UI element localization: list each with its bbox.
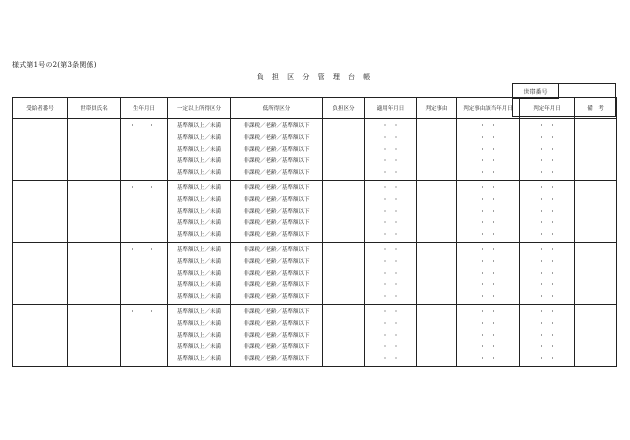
income-option-text: 基準額以上／未満	[176, 344, 221, 351]
decision-date-cell[interactable]	[520, 243, 575, 305]
birth-date-blank: ・ ・	[129, 309, 159, 315]
applied-date-blank: ・ ・	[382, 356, 399, 363]
member-name-cell[interactable]	[68, 305, 121, 367]
col-member-name: 世帯員氏名	[68, 98, 121, 119]
birth-date-cell[interactable]	[121, 305, 168, 367]
low-income-option-text: 非課税／老齢／基準額以下	[243, 320, 310, 327]
table-row	[13, 181, 617, 243]
decision-reason-cell[interactable]	[417, 305, 457, 367]
decision-date-blank: ・ ・	[538, 294, 556, 301]
reason-date-blank: ・ ・	[479, 247, 497, 253]
birth-date-cell[interactable]	[121, 181, 168, 243]
income-option-text: 基準額以上／未満	[176, 258, 221, 265]
applied-date-blank: ・ ・	[382, 158, 399, 165]
decision-date-blank: ・ ・	[538, 309, 556, 315]
reason-date-blank: ・ ・	[479, 258, 497, 265]
decision-date-blank: ・ ・	[538, 332, 556, 339]
applied-date-cell[interactable]	[365, 305, 417, 367]
low-income-option-text: 非課税／老齢／基準額以下	[243, 309, 310, 315]
income-option-text: 基準額以上／未満	[176, 247, 221, 253]
low-income-option-text: 非課税／老齢／基準額以下	[243, 123, 310, 129]
applied-date-blank: ・ ・	[382, 170, 399, 177]
recipient-number-cell[interactable]	[13, 305, 68, 367]
low-income-category-cell[interactable]	[231, 119, 323, 181]
reason-date-blank: ・ ・	[479, 196, 497, 203]
decision-date-blank: ・ ・	[538, 247, 556, 253]
applied-date-blank: ・ ・	[382, 294, 399, 301]
income-option-text: 基準額以上／未満	[176, 320, 221, 327]
applied-date-blank: ・ ・	[382, 258, 399, 265]
decision-date-blank: ・ ・	[538, 344, 556, 351]
col-birth-date: 生年月日	[121, 98, 168, 119]
decision-date-cell[interactable]	[520, 181, 575, 243]
applied-date-blank: ・ ・	[382, 123, 399, 129]
income-category-cell[interactable]	[168, 243, 231, 305]
income-category-cell[interactable]	[168, 119, 231, 181]
applied-date-blank: ・ ・	[382, 309, 399, 315]
income-option-text: 基準額以上／未満	[176, 332, 221, 339]
low-income-option-text: 非課税／老齢／基準額以下	[243, 146, 310, 153]
decision-date-blank: ・ ・	[538, 123, 556, 129]
income-option-text: 基準額以上／未満	[176, 294, 221, 301]
col-recipient-number: 受給者番号	[13, 98, 68, 119]
applied-date-blank: ・ ・	[382, 196, 399, 203]
decision-date-blank: ・ ・	[538, 270, 556, 277]
low-income-option-text: 非課税／老齢／基準額以下	[243, 134, 310, 141]
reason-date-cell[interactable]	[457, 243, 520, 305]
decision-date-blank: ・ ・	[538, 146, 556, 153]
col-decision-reason: 判定事由	[417, 98, 457, 119]
low-income-option-text: 非課税／老齢／基準額以下	[243, 282, 310, 289]
recipient-number-cell[interactable]	[13, 243, 68, 305]
applied-date-blank: ・ ・	[382, 134, 399, 141]
col-income-category: 一定以上所得区分	[168, 98, 231, 119]
remarks-cell[interactable]	[575, 119, 617, 181]
low-income-option-text: 非課税／老齢／基準額以下	[243, 220, 310, 227]
page-title: 負 担 区 分 管 理 台 帳	[256, 73, 374, 81]
reason-date-blank: ・ ・	[479, 309, 497, 315]
decision-date-blank: ・ ・	[538, 185, 556, 191]
reason-date-blank: ・ ・	[479, 282, 497, 289]
decision-date-blank: ・ ・	[538, 282, 556, 289]
burden-category-table	[12, 97, 617, 367]
low-income-option-text: 非課税／老齢／基準額以下	[243, 332, 310, 339]
decision-date-blank: ・ ・	[538, 158, 556, 165]
reason-date-blank: ・ ・	[479, 134, 497, 141]
reason-date-blank: ・ ・	[479, 170, 497, 177]
table-row	[13, 243, 617, 305]
income-option-text: 基準額以上／未満	[176, 170, 221, 177]
low-income-option-text: 非課税／老齢／基準額以下	[243, 270, 310, 277]
applied-date-blank: ・ ・	[382, 282, 399, 289]
reason-date-blank: ・ ・	[479, 158, 497, 165]
income-option-text: 基準額以上／未満	[176, 123, 221, 129]
birth-date-blank: ・ ・	[129, 123, 159, 129]
recipient-number-cell[interactable]	[13, 119, 68, 181]
reason-date-blank: ・ ・	[479, 185, 497, 191]
birth-date-blank: ・ ・	[129, 247, 159, 253]
decision-date-cell[interactable]	[520, 119, 575, 181]
form-number-label: 様式第1号の2(第3条関係)	[12, 61, 97, 69]
table-header-row	[13, 98, 617, 119]
birth-date-cell[interactable]	[121, 119, 168, 181]
member-name-cell[interactable]	[68, 181, 121, 243]
income-option-text: 基準額以上／未満	[176, 282, 221, 289]
applied-date-cell[interactable]	[365, 243, 417, 305]
income-option-text: 基準額以上／未満	[176, 270, 221, 277]
applied-date-blank: ・ ・	[382, 332, 399, 339]
income-option-text: 基準額以上／未満	[176, 158, 221, 165]
decision-date-blank: ・ ・	[538, 220, 556, 227]
reason-date-blank: ・ ・	[479, 332, 497, 339]
applied-date-blank: ・ ・	[382, 146, 399, 153]
decision-reason-cell[interactable]	[417, 243, 457, 305]
member-name-cell[interactable]	[68, 243, 121, 305]
burden-category-cell[interactable]	[323, 119, 365, 181]
decision-date-cell[interactable]	[520, 305, 575, 367]
income-option-text: 基準額以上／未満	[176, 134, 221, 141]
applied-date-blank: ・ ・	[382, 220, 399, 227]
decision-date-blank: ・ ・	[538, 320, 556, 327]
income-option-text: 基準額以上／未満	[176, 208, 221, 215]
reason-date-cell[interactable]	[457, 181, 520, 243]
low-income-option-text: 非課税／老齢／基準額以下	[243, 356, 310, 363]
household-number-label: 世帯番号	[513, 84, 559, 99]
applied-date-blank: ・ ・	[382, 344, 399, 351]
income-option-text: 基準額以上／未満	[176, 146, 221, 153]
table-row	[13, 119, 617, 181]
applied-date-cell[interactable]	[365, 119, 417, 181]
reason-date-blank: ・ ・	[479, 294, 497, 301]
low-income-option-text: 非課税／老齢／基準額以下	[243, 232, 310, 239]
low-income-option-text: 非課税／老齢／基準額以下	[243, 344, 310, 351]
col-burden-category: 負担区分	[323, 98, 365, 119]
remarks-cell[interactable]	[575, 243, 617, 305]
decision-date-blank: ・ ・	[538, 258, 556, 265]
recipient-number-cell[interactable]	[13, 181, 68, 243]
burden-category-cell[interactable]	[323, 243, 365, 305]
income-option-text: 基準額以上／未満	[176, 309, 221, 315]
decision-date-blank: ・ ・	[538, 208, 556, 215]
col-remarks: 備 考	[575, 98, 617, 119]
income-option-text: 基準額以上／未満	[176, 356, 221, 363]
decision-date-blank: ・ ・	[538, 196, 556, 203]
col-applied-date: 適用年月日	[365, 98, 417, 119]
income-category-cell[interactable]	[168, 181, 231, 243]
applied-date-blank: ・ ・	[382, 208, 399, 215]
low-income-option-text: 非課税／老齢／基準額以下	[243, 258, 310, 265]
income-option-text: 基準額以上／未満	[176, 196, 221, 203]
income-category-cell[interactable]	[168, 305, 231, 367]
low-income-option-text: 非課税／老齢／基準額以下	[243, 158, 310, 165]
reason-date-blank: ・ ・	[479, 123, 497, 129]
member-name-cell[interactable]	[68, 119, 121, 181]
decision-date-blank: ・ ・	[538, 232, 556, 239]
low-income-category-cell[interactable]	[231, 305, 323, 367]
low-income-option-text: 非課税／老齢／基準額以下	[243, 247, 310, 253]
burden-category-cell[interactable]	[323, 181, 365, 243]
reason-date-blank: ・ ・	[479, 208, 497, 215]
low-income-option-text: 非課税／老齢／基準額以下	[243, 294, 310, 301]
applied-date-blank: ・ ・	[382, 247, 399, 253]
low-income-option-text: 非課税／老齢／基準額以下	[243, 185, 310, 191]
remarks-cell[interactable]	[575, 305, 617, 367]
col-reason-date: 判定事由該当年月日	[457, 98, 520, 119]
reason-date-blank: ・ ・	[479, 356, 497, 363]
applied-date-blank: ・ ・	[382, 185, 399, 191]
reason-date-blank: ・ ・	[479, 146, 497, 153]
applied-date-blank: ・ ・	[382, 320, 399, 327]
low-income-category-cell[interactable]	[231, 181, 323, 243]
reason-date-blank: ・ ・	[479, 320, 497, 327]
col-decision-date: 判定年月日	[520, 98, 575, 119]
birth-date-cell[interactable]	[121, 243, 168, 305]
decision-reason-cell[interactable]	[417, 119, 457, 181]
burden-category-cell[interactable]	[323, 305, 365, 367]
table-row	[13, 305, 617, 367]
birth-date-blank: ・ ・	[129, 185, 159, 191]
income-option-text: 基準額以上／未満	[176, 232, 221, 239]
applied-date-blank: ・ ・	[382, 270, 399, 277]
low-income-option-text: 非課税／老齢／基準額以下	[243, 208, 310, 215]
applied-date-cell[interactable]	[365, 181, 417, 243]
low-income-option-text: 非課税／老齢／基準額以下	[243, 170, 310, 177]
reason-date-cell[interactable]	[457, 119, 520, 181]
remarks-cell[interactable]	[575, 181, 617, 243]
decision-date-blank: ・ ・	[538, 134, 556, 141]
reason-date-cell[interactable]	[457, 305, 520, 367]
decision-date-blank: ・ ・	[538, 170, 556, 177]
reason-date-blank: ・ ・	[479, 344, 497, 351]
reason-date-blank: ・ ・	[479, 270, 497, 277]
decision-date-blank: ・ ・	[538, 356, 556, 363]
col-low-income-category: 低所得区分	[231, 98, 323, 119]
income-option-text: 基準額以上／未満	[176, 220, 221, 227]
low-income-option-text: 非課税／老齢／基準額以下	[243, 196, 310, 203]
low-income-category-cell[interactable]	[231, 243, 323, 305]
reason-date-blank: ・ ・	[479, 220, 497, 227]
decision-reason-cell[interactable]	[417, 181, 457, 243]
income-option-text: 基準額以上／未満	[176, 185, 221, 191]
reason-date-blank: ・ ・	[479, 232, 497, 239]
applied-date-blank: ・ ・	[382, 232, 399, 239]
